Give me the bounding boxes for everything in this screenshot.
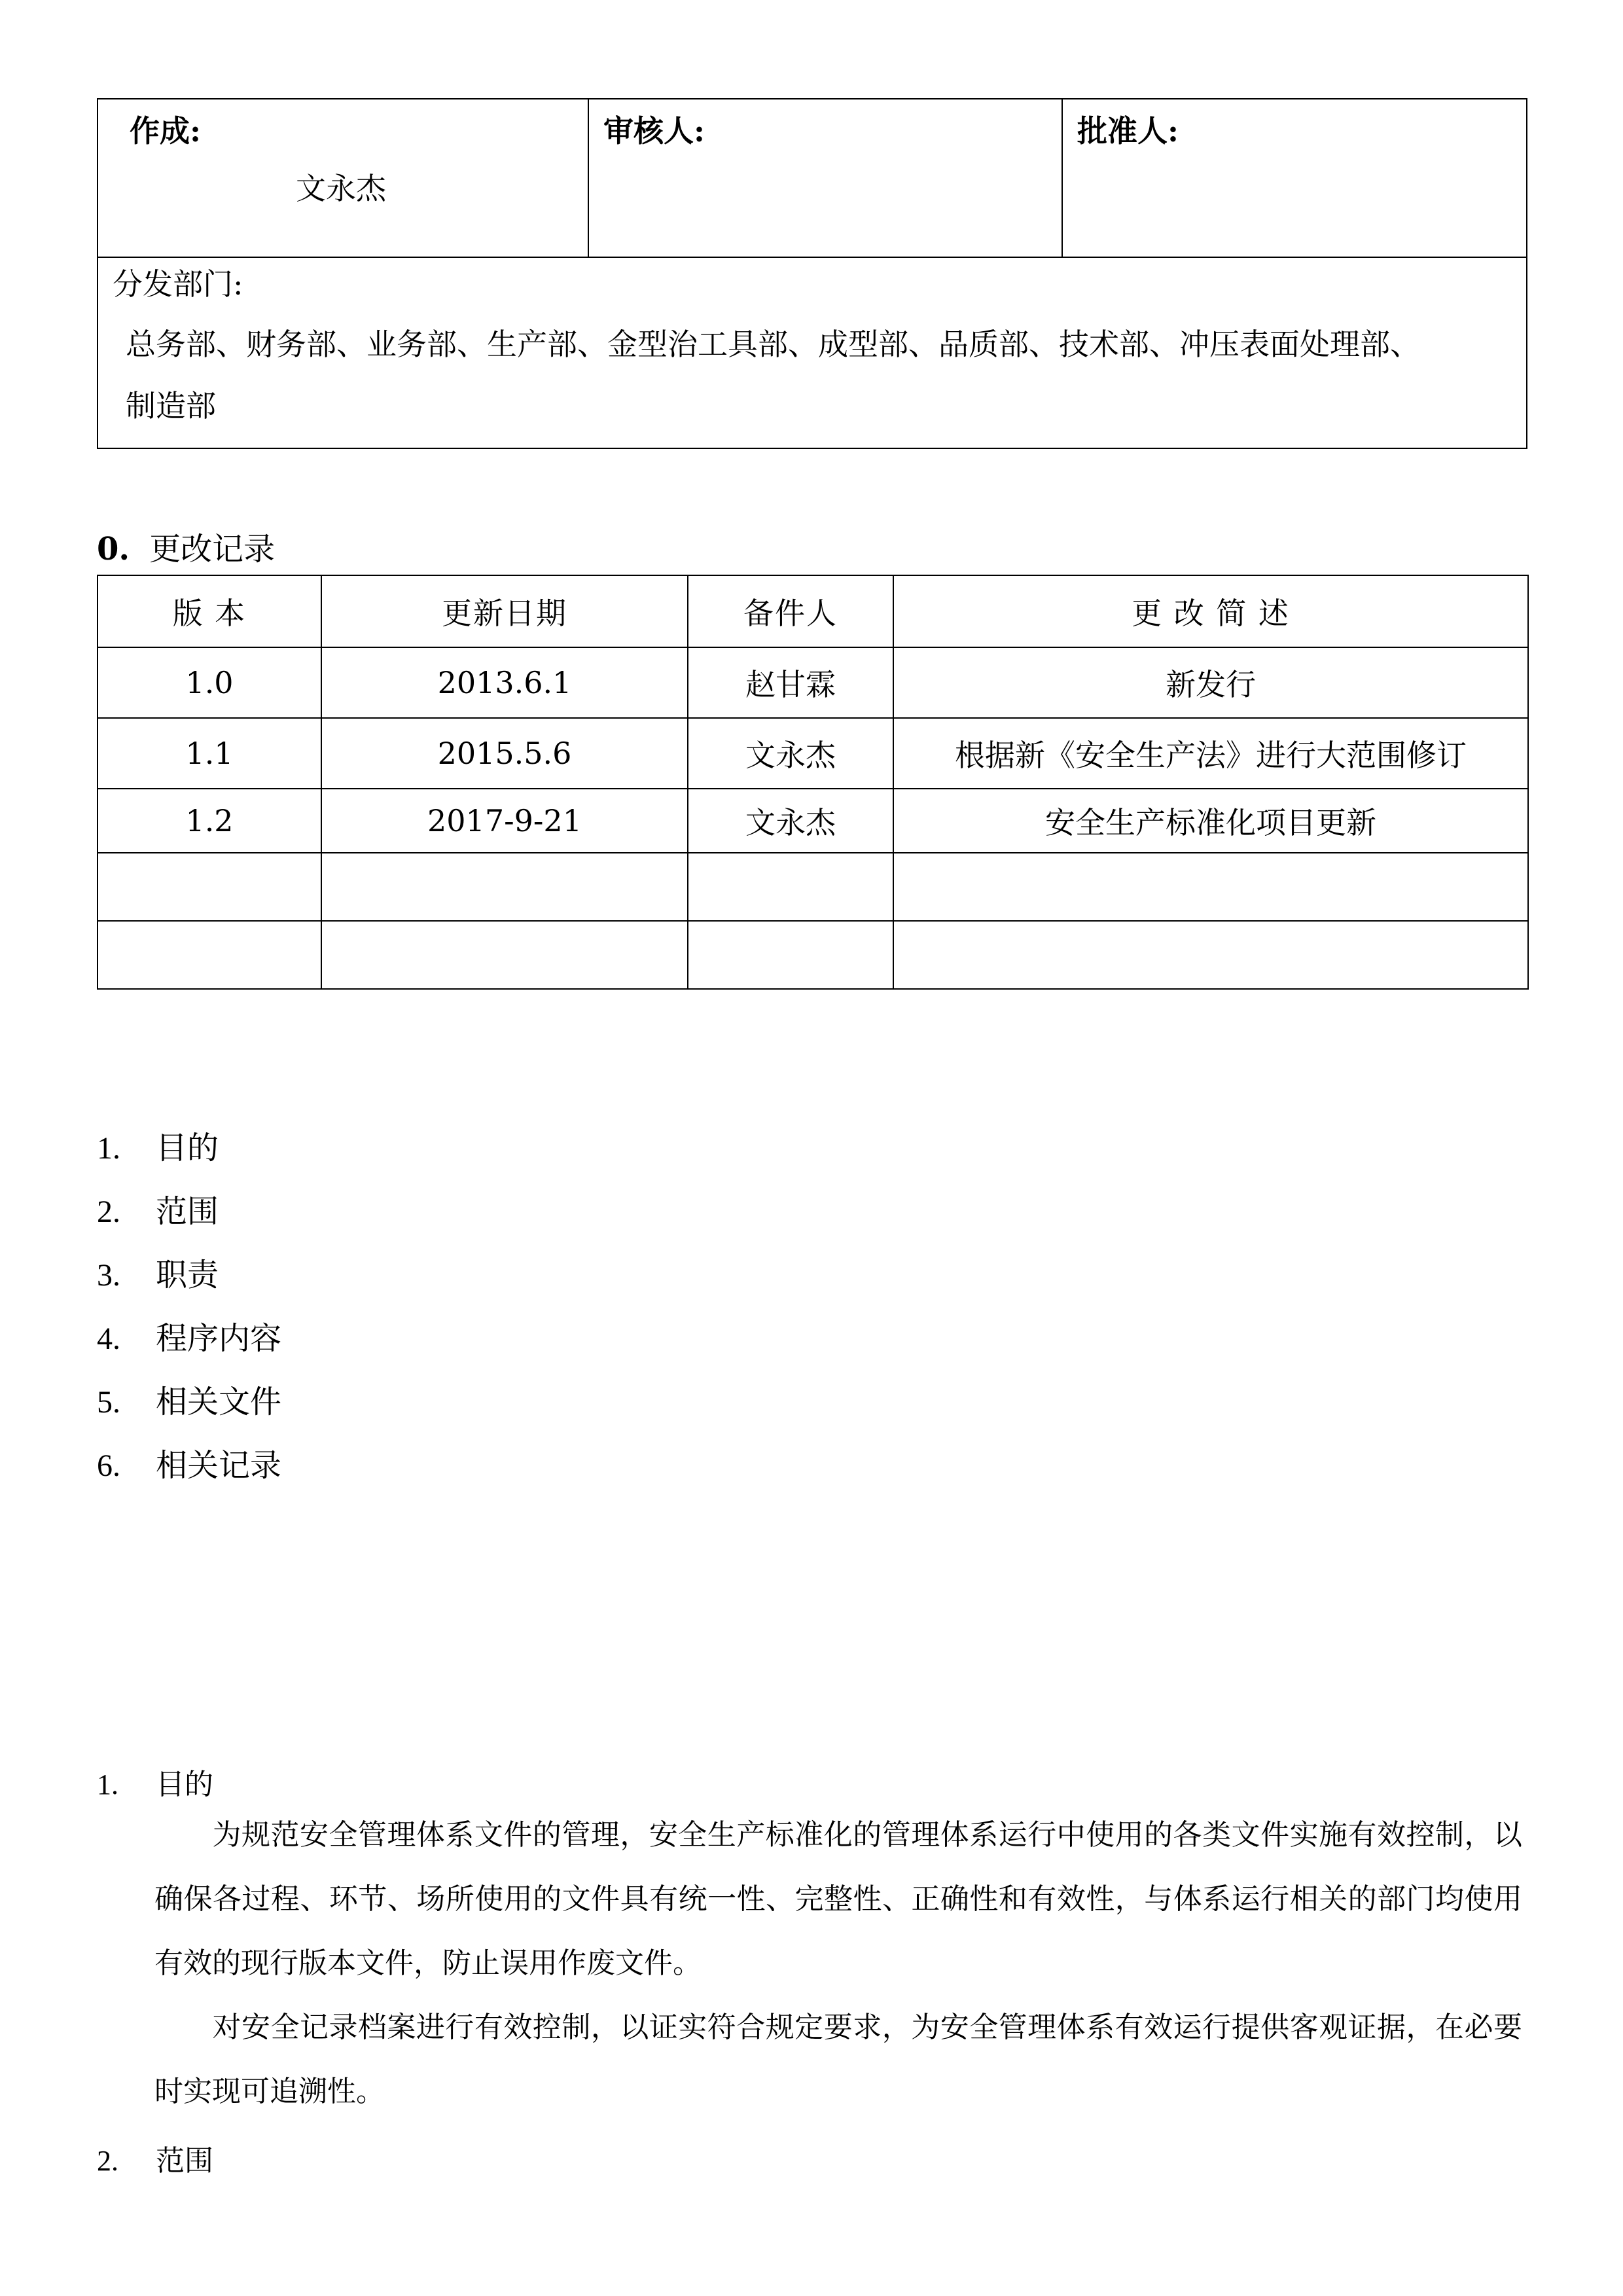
prepared-label: 作成: bbox=[130, 113, 201, 149]
changelog-heading bbox=[97, 524, 275, 569]
changelog-title: 更改记录 bbox=[149, 531, 276, 567]
distribution-cell bbox=[98, 257, 1527, 448]
table-row bbox=[98, 789, 1528, 853]
toc-item-scope bbox=[97, 1186, 219, 1231]
toc-label: 相关记录 bbox=[156, 1447, 282, 1484]
toc-item-procedure bbox=[97, 1313, 281, 1358]
summary-cell: 安全生产标准化项目更新 bbox=[893, 789, 1528, 853]
section-purpose-heading bbox=[97, 1761, 213, 1803]
summary-cell: 根据新《安全生产法》进行大范围修订 bbox=[893, 718, 1528, 789]
section-scope-heading bbox=[97, 2137, 213, 2179]
changelog-table bbox=[97, 575, 1529, 990]
prepared-name: 文永杰 bbox=[296, 171, 386, 206]
toc-number: 1. bbox=[97, 1131, 120, 1166]
distribution-list-line1: 总务部、财务部、业务部、生产部、金型治工具部、成型部、品质部、技术部、冲压表面处理部、 bbox=[126, 327, 1420, 362]
toc-number: 3. bbox=[97, 1258, 120, 1293]
toc-item-responsibilities bbox=[97, 1249, 219, 1295]
header-date: 更新日期 bbox=[321, 575, 688, 647]
empty-cell bbox=[893, 921, 1528, 989]
changelog-number: 0. bbox=[97, 531, 130, 567]
toc-item-related-documents bbox=[97, 1376, 281, 1422]
approver-cell bbox=[1062, 99, 1527, 257]
toc-label: 目的 bbox=[156, 1130, 219, 1166]
empty-cell bbox=[321, 921, 688, 989]
distribution-label: 分发部门: bbox=[113, 266, 243, 302]
person-cell: 文永杰 bbox=[688, 789, 893, 853]
table-row bbox=[98, 647, 1528, 718]
changelog-header-row bbox=[98, 575, 1528, 647]
toc-label: 相关文件 bbox=[156, 1384, 282, 1420]
purpose-paragraph-2-text: 对安全记录档案进行有效控制，以证实符合规定要求，为安全管理体系有效运行提供客观证据，在必要时实现可追溯性。 bbox=[154, 2011, 1522, 2108]
toc-item-purpose bbox=[97, 1122, 219, 1168]
empty-cell bbox=[688, 921, 893, 989]
toc-label: 范围 bbox=[156, 1193, 219, 1230]
distribution-list-line2: 制造部 bbox=[126, 388, 216, 423]
purpose-paragraph-1-text: 为规范安全管理体系文件的管理，安全生产标准化的管理体系运行中使用的各类文件实施有效控制，以确保各过程、环节、场所使用的文件具有统一性、完整性、正确性和有效性，与体系运行相关的部门均使用有效的现行版本文件，防止误用作废文件。 bbox=[154, 1818, 1522, 1980]
prepared-cell bbox=[98, 99, 588, 257]
person-cell: 文永杰 bbox=[688, 718, 893, 789]
empty-row bbox=[98, 853, 1528, 921]
summary-cell: 新发行 bbox=[893, 647, 1528, 718]
section-number: 2. bbox=[97, 2145, 118, 2177]
toc-item-related-records bbox=[97, 1440, 281, 1485]
header-person: 备件人 bbox=[688, 575, 893, 647]
date-cell: 2013.6.1 bbox=[321, 647, 688, 718]
empty-row bbox=[98, 921, 1528, 989]
purpose-paragraph-2 bbox=[154, 1996, 1522, 2124]
toc-number: 5. bbox=[97, 1385, 120, 1420]
section-title: 目的 bbox=[156, 1768, 213, 1801]
version-cell: 1.0 bbox=[98, 647, 321, 718]
approver-label: 批准人: bbox=[1077, 113, 1179, 149]
reviewer-label: 审核人: bbox=[603, 113, 705, 149]
approval-table bbox=[97, 98, 1527, 449]
empty-cell bbox=[98, 853, 321, 921]
toc-label: 职责 bbox=[156, 1257, 219, 1293]
table-row bbox=[98, 718, 1528, 789]
header-version: 版 本 bbox=[98, 575, 321, 647]
empty-cell bbox=[688, 853, 893, 921]
section-title: 范围 bbox=[156, 2144, 213, 2178]
toc-label: 程序内容 bbox=[156, 1320, 282, 1357]
toc-number: 6. bbox=[97, 1448, 120, 1483]
toc-number: 4. bbox=[97, 1321, 120, 1356]
empty-cell bbox=[893, 853, 1528, 921]
version-cell: 1.1 bbox=[98, 718, 321, 789]
date-cell: 2017-9-21 bbox=[321, 789, 688, 853]
version-cell: 1.2 bbox=[98, 789, 321, 853]
toc-number: 2. bbox=[97, 1194, 120, 1229]
reviewer-cell bbox=[588, 99, 1062, 257]
empty-cell bbox=[321, 853, 688, 921]
purpose-paragraph-1 bbox=[154, 1803, 1522, 1996]
empty-cell bbox=[98, 921, 321, 989]
date-cell: 2015.5.6 bbox=[321, 718, 688, 789]
person-cell: 赵甘霖 bbox=[688, 647, 893, 718]
header-summary: 更 改 简 述 bbox=[893, 575, 1528, 647]
section-number: 1. bbox=[97, 1768, 118, 1801]
